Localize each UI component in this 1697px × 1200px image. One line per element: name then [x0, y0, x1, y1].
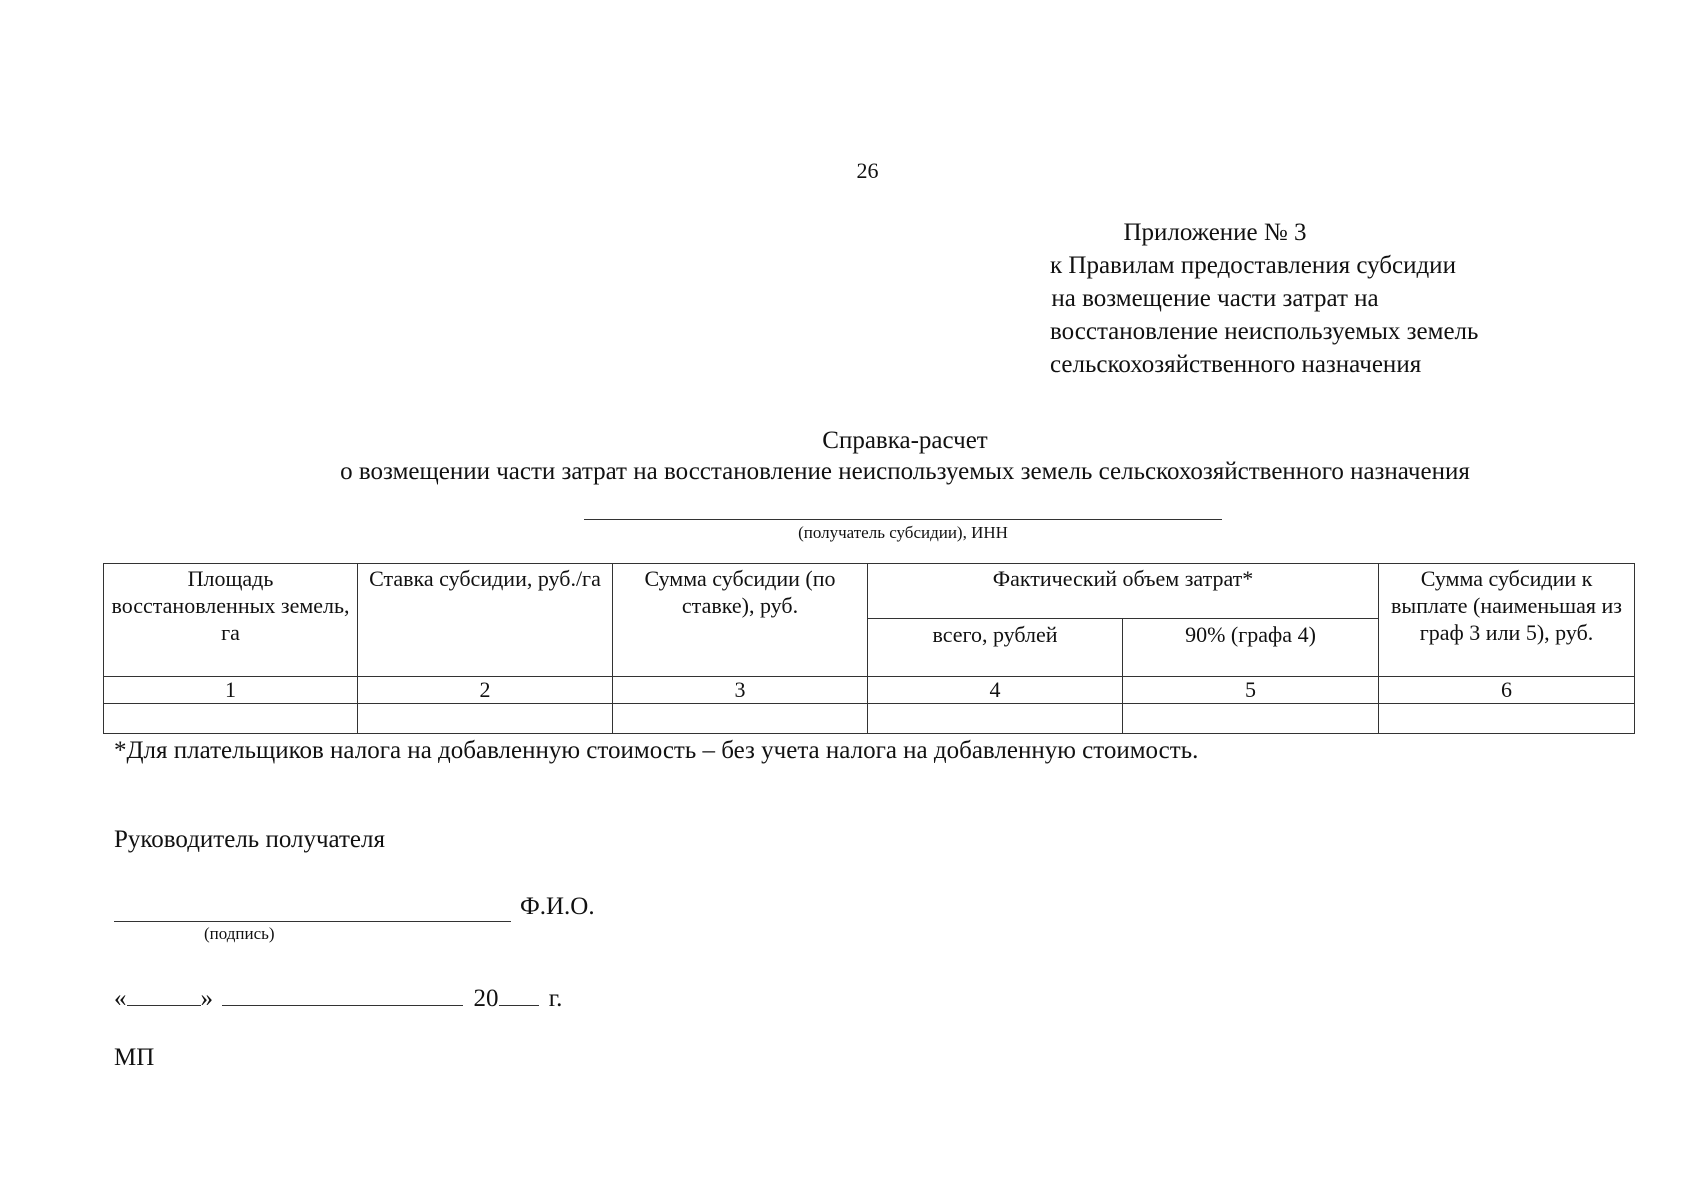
year-suffix: г. — [548, 985, 563, 1012]
date-open-quote: « — [114, 985, 127, 1012]
column-number: 3 — [613, 677, 868, 704]
data-cell-subsidy-by-rate[interactable] — [613, 704, 868, 734]
header-subsidy-payable: Сумма субсидии к выплате (наименьшая из граф 3 или 5), руб. — [1379, 564, 1635, 677]
column-number: 6 — [1379, 677, 1635, 704]
column-number: 4 — [868, 677, 1123, 704]
header-rate: Ставка субсидии, руб./га — [358, 564, 613, 677]
stamp-label: МП — [114, 1044, 155, 1071]
header-actual-costs: Фактический объем затрат* — [868, 564, 1379, 619]
appendix-line: к Правилам предоставления субсидии — [1050, 252, 1456, 279]
footnote: *Для плательщиков налога на добавленную стоимость – без учета налога на добавленную стоимость. — [114, 737, 1199, 764]
data-cell-payable[interactable] — [1379, 704, 1635, 734]
month-blank[interactable] — [222, 981, 463, 1006]
date-row — [114, 981, 562, 1013]
appendix-block — [1050, 216, 1479, 381]
data-cell-90-percent[interactable] — [1123, 704, 1379, 734]
title-main: Справка-расчет — [822, 427, 988, 454]
title-subtitle: о возмещении части затрат на восстановление неиспользуемых земель сельскохозяйственного назначения — [340, 458, 1470, 485]
column-number-row — [104, 677, 1635, 704]
page-number: 26 — [856, 158, 879, 183]
head-label: Руководитель получателя — [114, 826, 385, 853]
appendix-line: восстановление неиспользуемых земель — [1050, 318, 1479, 345]
header-subsidy-by-rate: Сумма субсидии (по ставке), руб. — [613, 564, 868, 677]
appendix-line: Приложение № 3 — [1123, 219, 1307, 246]
calculation-table — [103, 563, 1635, 734]
year-blank[interactable] — [499, 981, 539, 1006]
column-number: 1 — [104, 677, 358, 704]
day-blank[interactable] — [127, 981, 201, 1006]
column-number: 5 — [1123, 677, 1379, 704]
header-total-rubles: всего, рублей — [868, 619, 1123, 677]
appendix-line: на возмещение части затрат на — [1051, 285, 1379, 312]
appendix-line: сельскохозяйственного назначения — [1050, 351, 1422, 378]
recipient-fill-line[interactable] — [584, 519, 1222, 520]
column-number: 2 — [358, 677, 613, 704]
data-cell-area[interactable] — [104, 704, 358, 734]
signature-caption: (подпись) — [204, 924, 275, 943]
date-close-quote: » — [200, 985, 213, 1012]
signature-line[interactable] — [114, 921, 511, 922]
document-title — [0, 425, 1697, 487]
data-cell-rate[interactable] — [358, 704, 613, 734]
data-cell-total[interactable] — [868, 704, 1123, 734]
header-area: Площадь восстановленных земель, га — [104, 564, 358, 677]
data-entry-row — [104, 704, 1635, 734]
header-90-percent: 90% (графа 4) — [1123, 619, 1379, 677]
year-prefix: 20 — [473, 985, 499, 1012]
recipient-caption: (получатель субсидии), ИНН — [798, 523, 1008, 542]
fio-label: Ф.И.О. — [520, 893, 595, 920]
